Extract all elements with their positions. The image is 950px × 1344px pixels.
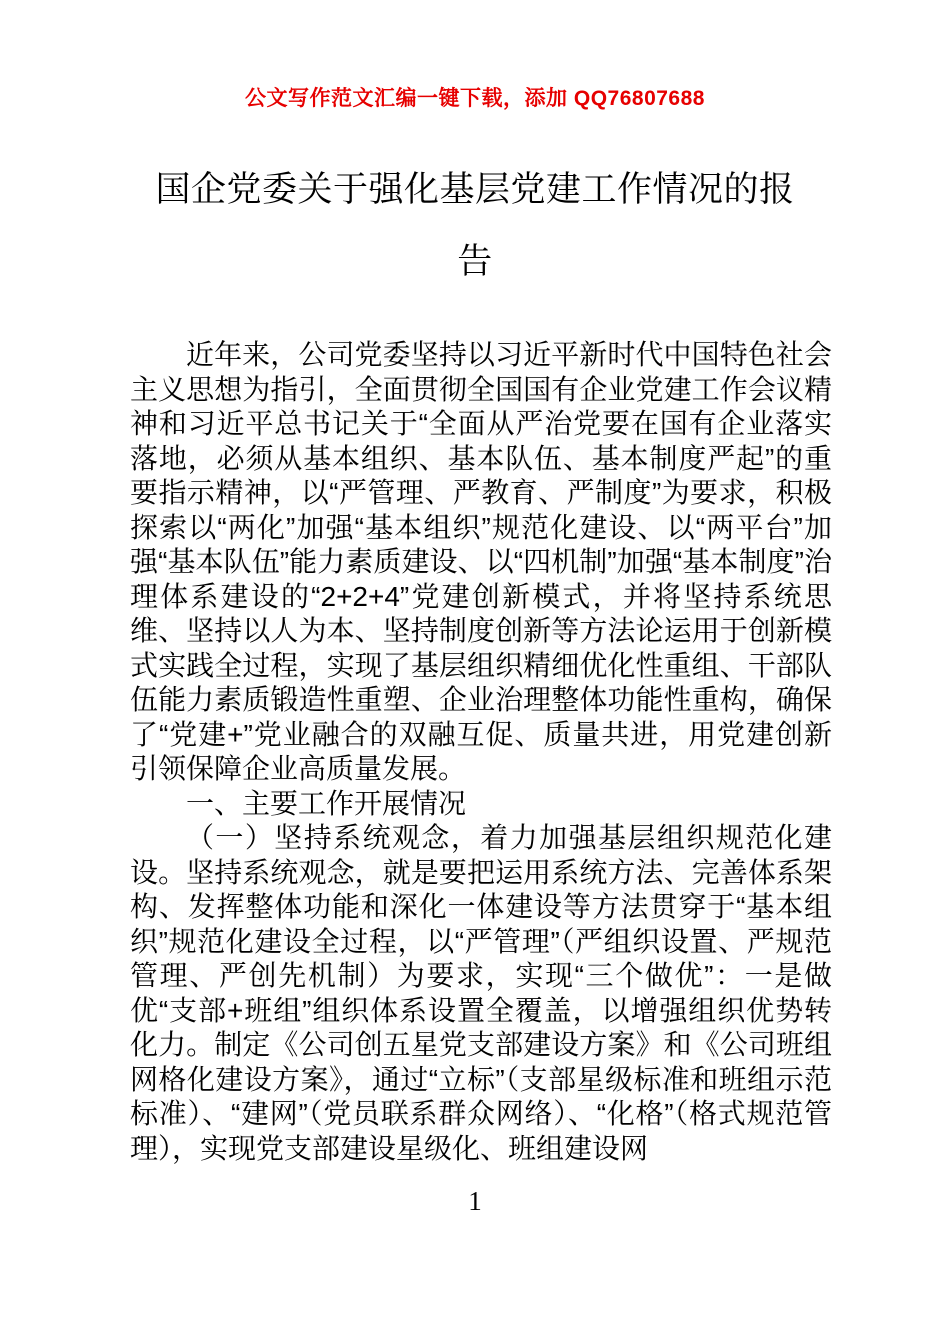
paragraph-intro: 近年来，公司党委坚持以习近平新时代中国特色社会主义思想为指引，全面贯彻全国国有企业党建工作会议精神和习近平总书记关于“全面从严治党要在国有企业落实落地，必须从基本组织、基本队伍、基本制度严起”的重要指示精神，以“严管理、严教育、严制度”为要求，积极探索以“两化”加强“基本组织”规范化建设、以“两平台”加强“基本队伍”能力素质建设、以“四机制”加强“基本制度”治理体系建设的“2+2+4”党建创新模式，并将坚持系统思维、坚持以人为本、坚持制度创新等方法论运用于创新模式实践全过程，实现了基层组织精细优化性重组、干部队伍能力素质锻造性重塑、企业治理整体功能性重构，确保了“党建+”党业融合的双融互促、质量共进，用党建创新引领保障企业高质量发展。: [130, 339, 832, 784]
document-body: [130, 338, 832, 1166]
paragraph-section-1-1: （一）坚持系统观念，着力加强基层组织规范化建设。坚持系统观念，就是要把运用系统方法、完善体系架构、发挥整体功能和深化一体建设等方法贯穿于“基本组织”规范化建设全过程，以“严管理”（严组织设置、严规范管理、严创先机制）为要求，实现“三个做优”：一是做优“支部+班组”组织体系设置全覆盖，以增强组织优势转化力。制定《公司创五星党支部建设方案》和《公司班组网格化建设方案》，通过“立标”（支部星级标准和班组示范标准）、“建网”（党员联系群众网络）、“化格”（格式规范管理），实现党支部建设星级化、班组建设网: [130, 822, 832, 1164]
promo-header-text: 公文写作范文汇编一键下载，添加 QQ76807688: [245, 87, 705, 110]
section-heading-1: 一、主要工作开展情况: [186, 787, 467, 819]
document-title: 国企党委关于强化基层党建工作情况的报告: [155, 170, 795, 281]
page-number: 1: [468, 1186, 482, 1216]
